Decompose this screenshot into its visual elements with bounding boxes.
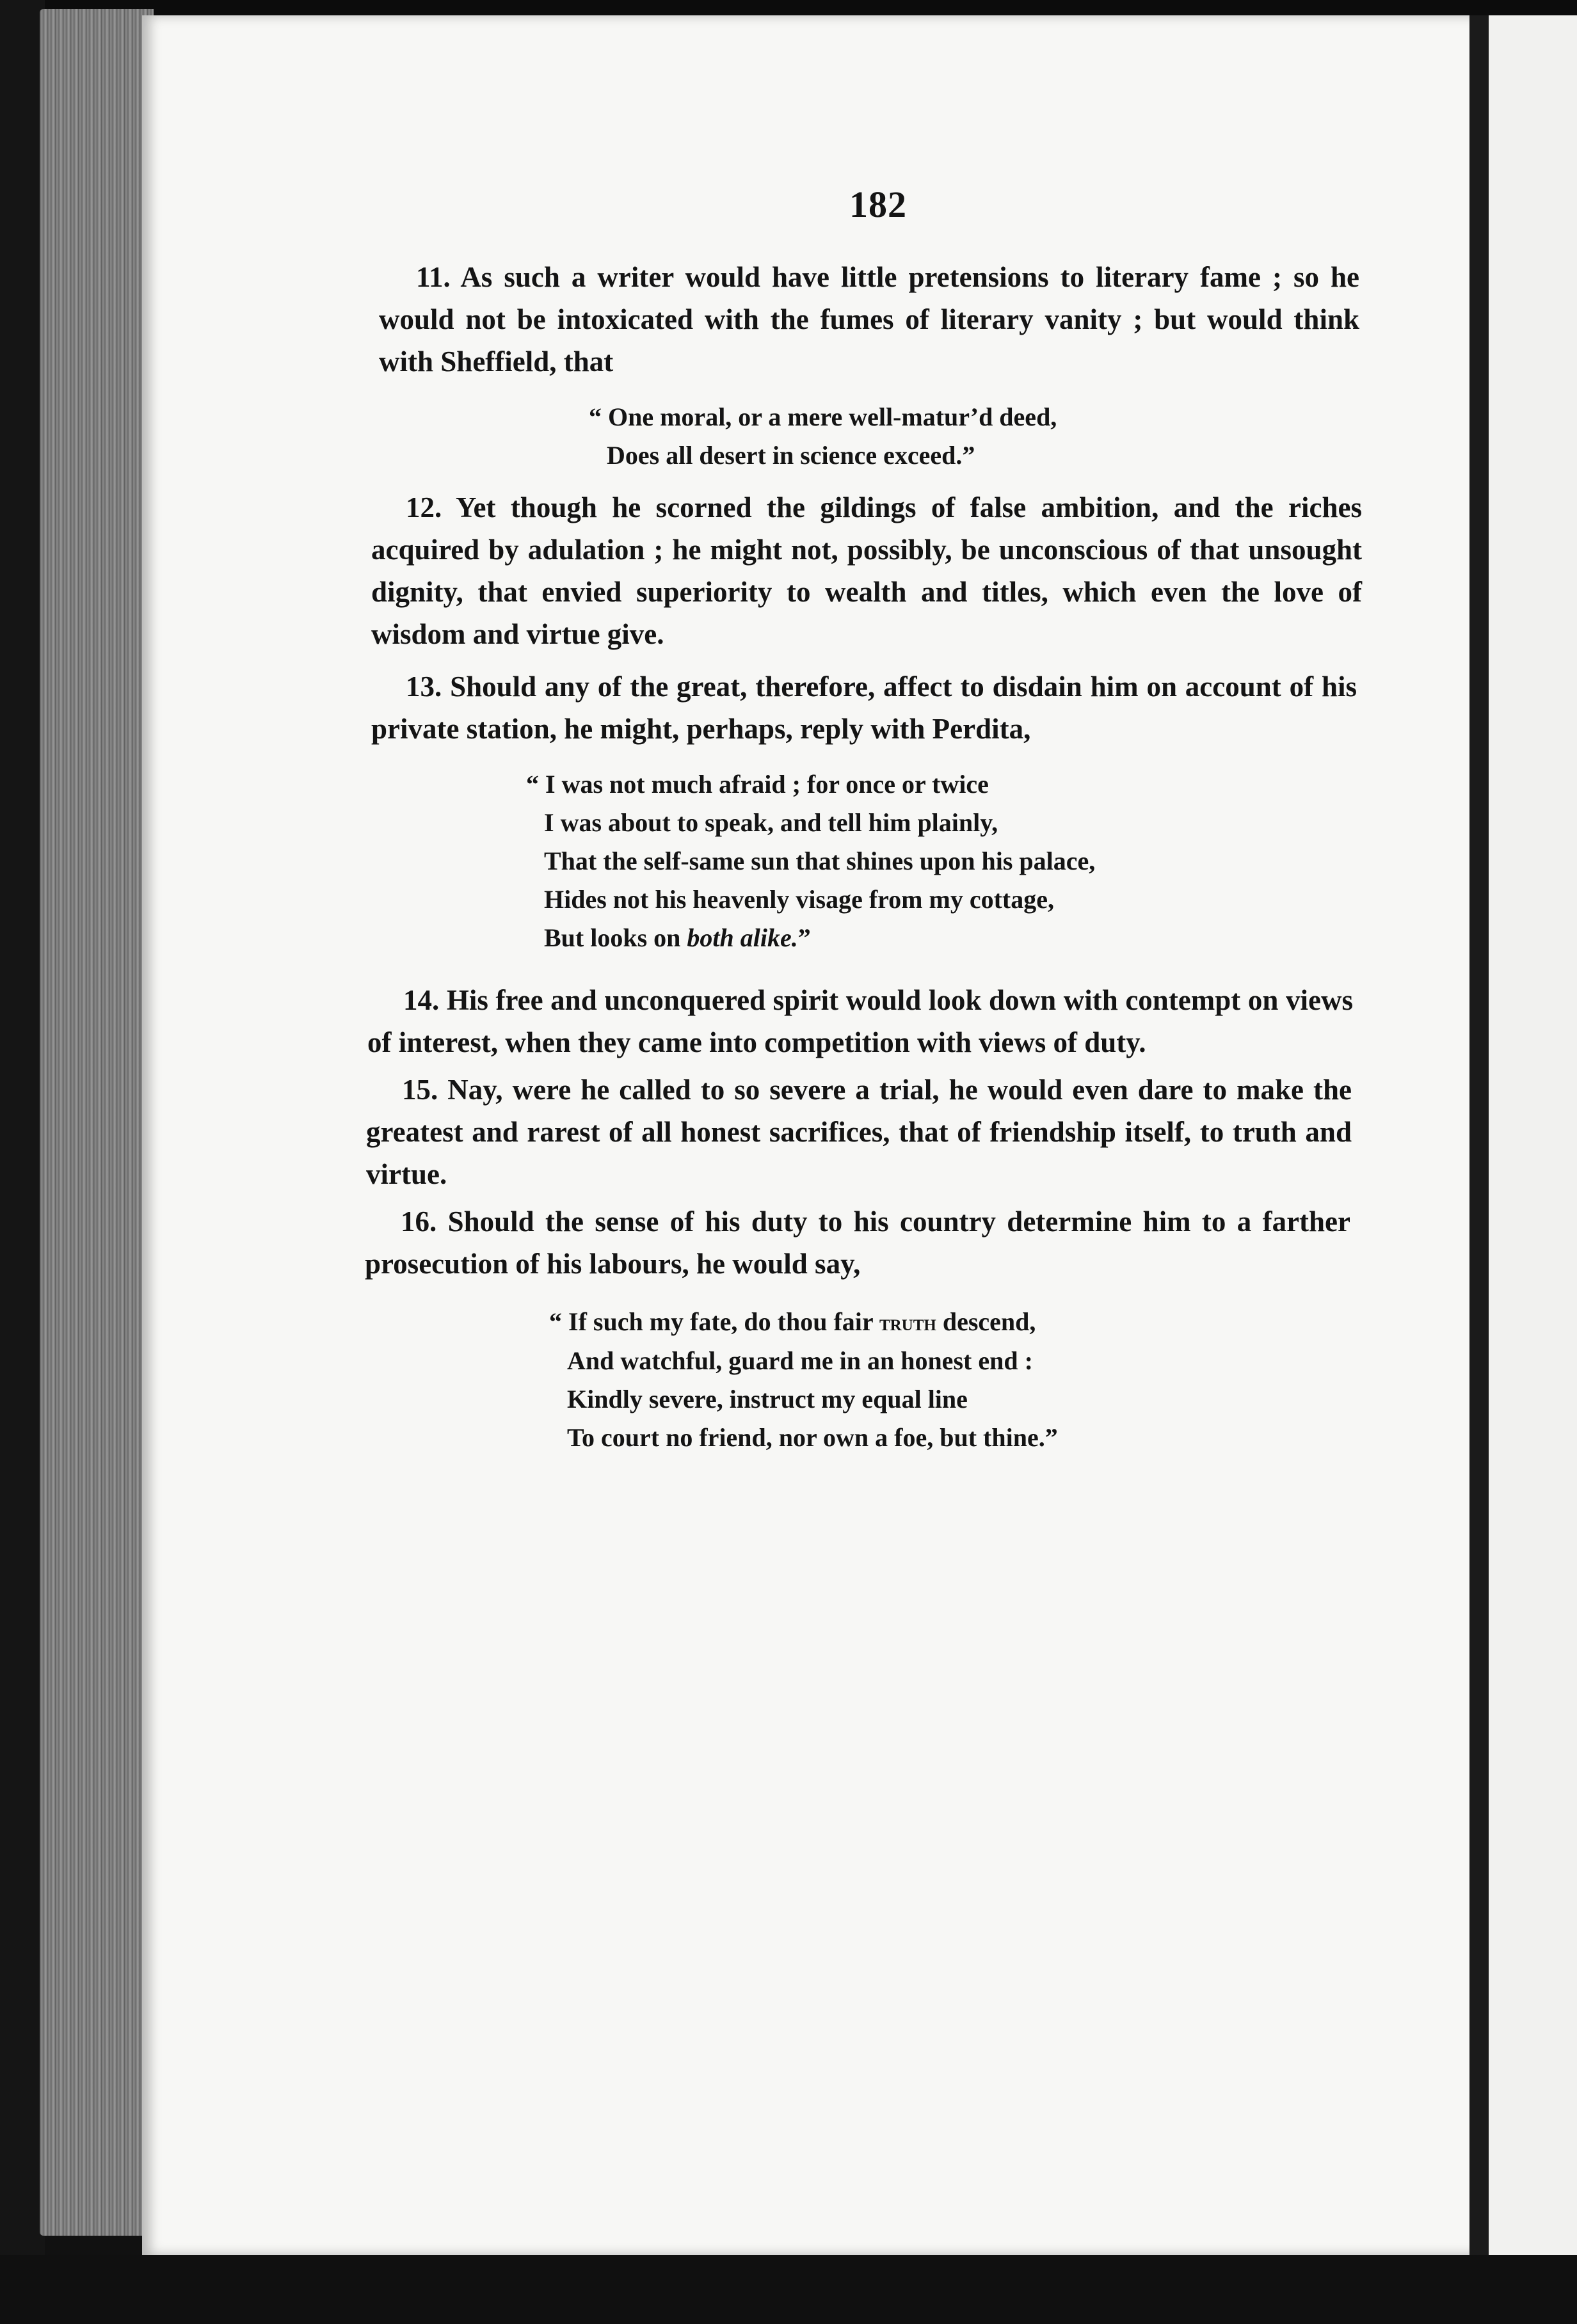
- paragraph-text: Should any of the great, therefore, affect to disdain him on account of his private station, he might, perhaps, reply with Perdita,: [371, 671, 1357, 745]
- verse-line: “ I was not much afraid ; for once or twice: [526, 770, 989, 799]
- verse-line: Hides not his heavenly visage from my cottage,: [544, 885, 1054, 914]
- verse-line: To court no friend, nor own a foe, but thine.”: [567, 1423, 1058, 1452]
- book-page-edges: [40, 9, 154, 2236]
- page-number: 182: [849, 184, 907, 225]
- quote-sheffield: [589, 398, 1057, 475]
- paragraph-15: [366, 1069, 1352, 1195]
- verse-line: [549, 1303, 1058, 1342]
- verse-italic-text: both alike.: [687, 923, 798, 952]
- verse-line: That the self-same sun that shines upon his palace,: [544, 847, 1096, 875]
- facing-page-edge: [1489, 15, 1577, 2293]
- quote-truth: [549, 1303, 1058, 1457]
- paragraph-text: Nay, were he called to so severe a trial, he would even dare to make the greatest and rarest of all honest sacrifices, that of friendship itself, to truth and virtue.: [366, 1074, 1352, 1190]
- verse-line: [526, 919, 1095, 957]
- quote-perdita: [526, 765, 1095, 957]
- paragraph-12: [371, 486, 1362, 655]
- paragraph-number: 11.: [416, 261, 451, 293]
- paragraph-text: His free and unconquered spirit would look down with contempt on views of interest, when they came into competition with views of duty.: [367, 984, 1353, 1058]
- verse-text: “ If such my fate, do thou fair: [549, 1307, 879, 1336]
- verse-text: descend,: [936, 1307, 1036, 1336]
- book-gutter: [1469, 15, 1489, 2293]
- verse-line: Does all desert in science exceed.”: [607, 441, 975, 470]
- paragraph-number: 15.: [402, 1074, 438, 1106]
- paragraph-number: 13.: [406, 671, 442, 703]
- paragraph-number: 12.: [406, 491, 442, 523]
- verse-line: And watchful, guard me in an honest end :: [567, 1346, 1033, 1375]
- paragraph-number: 16.: [401, 1206, 437, 1238]
- paragraph-number: 14.: [403, 984, 440, 1016]
- paragraph-13: [371, 665, 1357, 750]
- verse-line: “ One moral, or a mere well-matur’d deed,: [589, 402, 1057, 431]
- paragraph-11: [379, 256, 1359, 383]
- paragraph-text: Yet though he scorned the gildings of false ambition, and the riches acquired by adulation ; he might not, possibly, be unconscious of that unsought dignity, that envied superiority to wealth and titles, which even the love of wisdom and virtue give.: [371, 491, 1362, 650]
- verse-text: But looks on: [544, 923, 687, 952]
- paragraph-text: Should the sense of his duty to his country determine him to a farther prosecution of his labours, he would say,: [365, 1206, 1350, 1280]
- paragraph-14: [367, 979, 1353, 1063]
- verse-line: Kindly severe, instruct my equal line: [567, 1385, 968, 1413]
- paragraph-16: [365, 1200, 1350, 1285]
- verse-smallcaps-text: truth: [879, 1310, 936, 1335]
- paragraph-text: As such a writer would have little pretensions to literary fame ; so he would not be intoxicated with the fumes of literary vanity ; but would think with Sheffield, that: [379, 261, 1359, 378]
- verse-line: I was about to speak, and tell him plainly,: [544, 808, 998, 837]
- scan-bottom-border: [0, 2255, 1577, 2324]
- scan-left-border: [0, 0, 45, 2324]
- verse-text: ”: [797, 923, 811, 952]
